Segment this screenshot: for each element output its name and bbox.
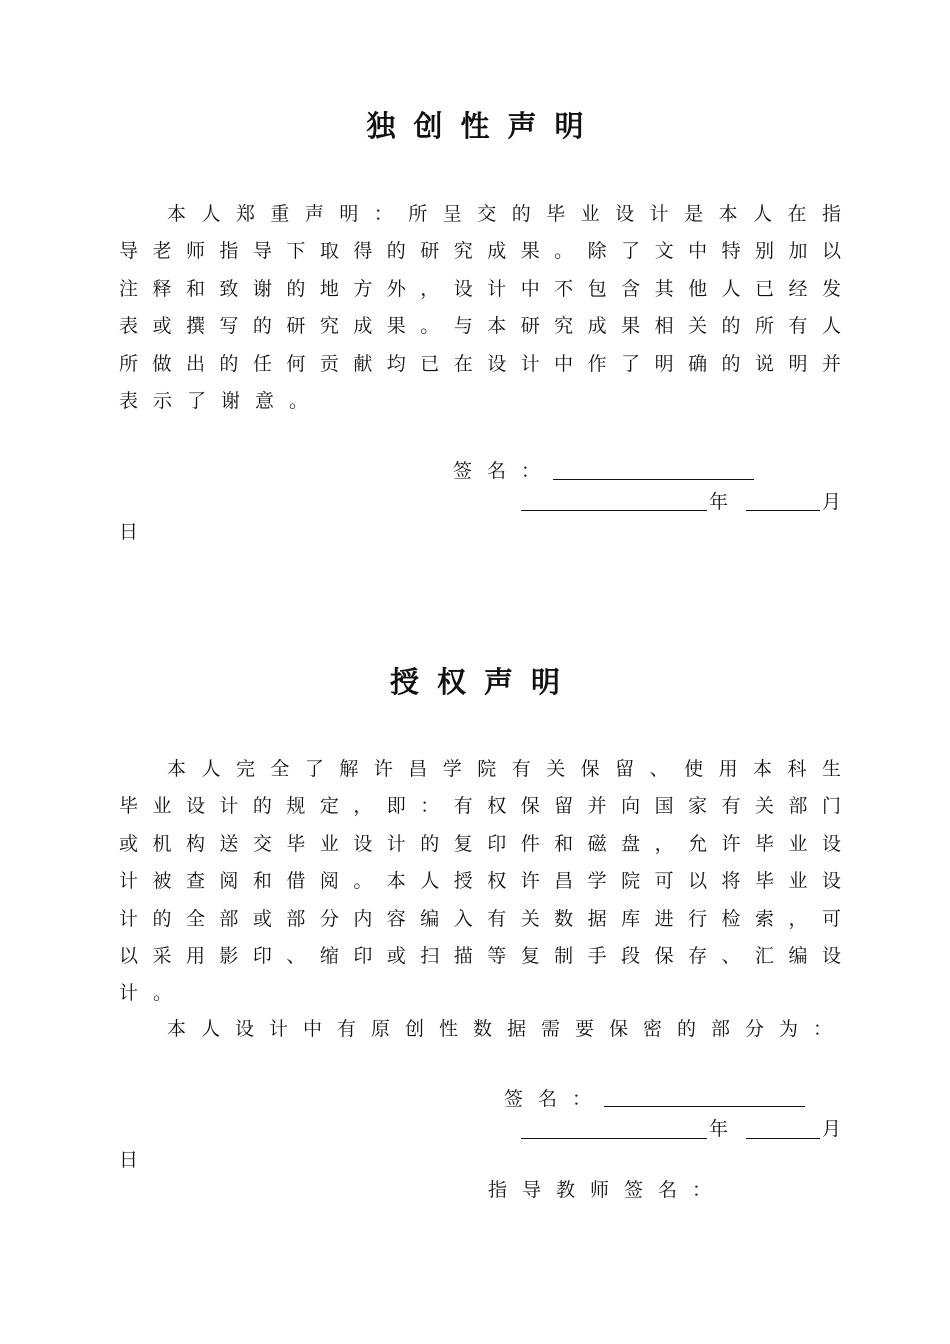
originality-line: 本人郑重声明：所呈交的毕业设计是本人在指 <box>167 203 841 225</box>
authorization-signature-label: 签名： <box>504 1088 607 1110</box>
originality-month-line[interactable] <box>746 510 820 511</box>
authorization-line: 计被查阅和借阅。本人授权许昌学院可以将毕业设 <box>119 870 841 893</box>
authorization-year-label: 年 <box>709 1118 729 1140</box>
authorization-title: 授权声明 <box>389 665 578 699</box>
authorization-year-line[interactable] <box>521 1138 707 1139</box>
originality-signature-line[interactable] <box>553 479 754 480</box>
originality-line: 所做出的任何贡献均已在设计中作了明确的说明并 <box>119 352 841 375</box>
originality-line: 注释和致谢的地方外，设计中不包含其他人已经发 <box>119 277 841 300</box>
originality-signature-label: 签名： <box>453 460 556 482</box>
authorization-line: 或机构送交毕业设计的复印件和磁盘，允许毕业设 <box>119 832 841 855</box>
originality-line: 表示了谢意。 <box>119 389 324 412</box>
authorization-line: 本人完全了解许昌学院有关保留、使用本科生 <box>167 758 841 780</box>
authorization-line: 毕业设计的规定，即：有权保留并向国家有关部门 <box>119 795 841 818</box>
originality-line: 导老师指导下取得的研究成果。除了文中特别加以 <box>119 240 841 263</box>
authorization-day-label: 日 <box>119 1149 139 1171</box>
authorization-line: 计。 <box>119 982 188 1005</box>
originality-title: 独创性声明 <box>366 109 602 143</box>
originality-year-line[interactable] <box>521 510 707 511</box>
authorization-line: 以采用影印、缩印或扫描等复制手段保存、汇编设 <box>119 944 841 967</box>
originality-line: 表或撰写的研究成果。与本研究成果相关的所有人 <box>119 315 841 338</box>
originality-year-label: 年 <box>709 491 729 513</box>
originality-day-label: 日 <box>119 521 139 543</box>
authorization-month-line[interactable] <box>746 1138 820 1139</box>
authorization-line: 计的全部或部分内容编入有关数据库进行检索，可 <box>119 907 841 930</box>
originality-body <box>119 196 841 420</box>
authorization-body <box>119 751 841 1013</box>
originality-month-label: 月 <box>822 491 842 513</box>
confidential-line: 本人设计中有原创性数据需要保密的部分为： <box>167 1018 848 1040</box>
advisor-signature-label: 指导教师签名： <box>488 1179 727 1201</box>
authorization-signature-line[interactable] <box>604 1106 805 1107</box>
authorization-month-label: 月 <box>822 1118 842 1140</box>
